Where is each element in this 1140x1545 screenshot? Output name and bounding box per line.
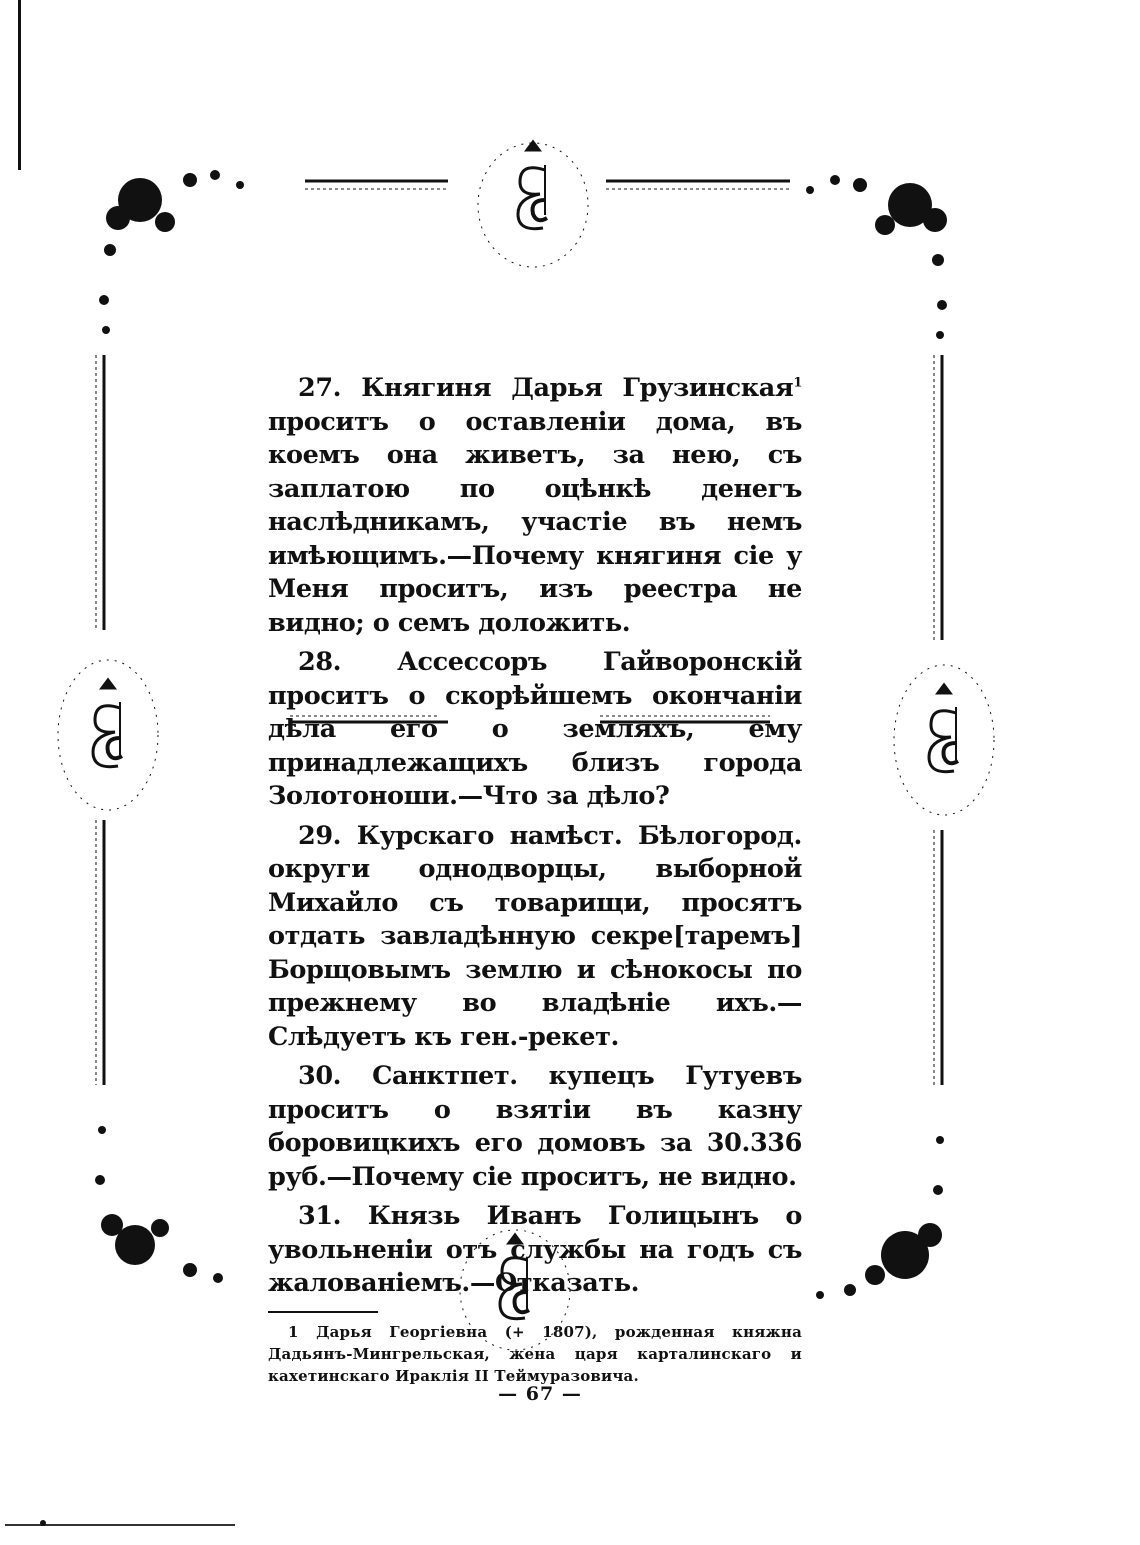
entry-28: 28. Ассессоръ Гайворонскій проситъ о скорѣйшемъ окончаніи дѣла его о земляхъ, ему принадлежащихъ близъ города Золотоноши.—Что за дѣло? (268, 647, 802, 811)
scan-bottom-dot (40, 1520, 46, 1526)
entry-31: 31. Князь Иванъ Голицынъ о увольненіи отъ службы на годъ съ жалованіемъ.—Отказать. (268, 1201, 802, 1298)
monogram-left (58, 660, 158, 810)
corner-ornament-top-left (99, 170, 244, 334)
monogram-right (894, 665, 994, 815)
corner-ornament-bottom-right (816, 1136, 944, 1299)
main-text (268, 372, 802, 1387)
page-number: — 67 — (498, 1383, 582, 1405)
footnote-rule (268, 1311, 378, 1313)
entry-29: 29. Курскаго намѣст. Бѣлогород. округи однодворцы, выборной Михайло съ товарищи, просятъ отдать завладѣнную секре[таремъ] Борщовымъ землю и сѣнокосы по прежнему во владѣніе ихъ.—Слѣдуетъ къ ген.-рекет. (268, 820, 802, 1052)
footnote-marker: 1 (793, 375, 802, 391)
scan-edge-line (18, 0, 21, 170)
entry-30: 30. Санктпет. купецъ Гутуевъ проситъ о взятіи въ казну боровицкихъ его домовъ за 30.336 руб.—Почему сіе проситъ, не видно. (268, 1061, 802, 1192)
monogram-top (478, 142, 588, 267)
entry-27: 27. Княгиня Дарья Грузинская$^1$ проситъ о оставленіи дома, въ коемъ она живетъ, за нею, съ заплатою по оцѣнкѣ денегъ наслѣдникамъ, участіе въ немъ имѣющимъ.—Почему княгиня сіе у Меня проситъ, изъ реестра не видно; о семъ доложить. (268, 373, 802, 638)
corner-ornament-top-right (806, 175, 947, 339)
footnote: 1 Дарья Георгіевна (+ 1807), рожденная княжна Дадьянъ-Мингрельская, жена царя карталинскаго и кахетинскаго Ираклія II Теймуразовича. (268, 1322, 802, 1385)
corner-ornament-bottom-left (95, 1126, 223, 1283)
